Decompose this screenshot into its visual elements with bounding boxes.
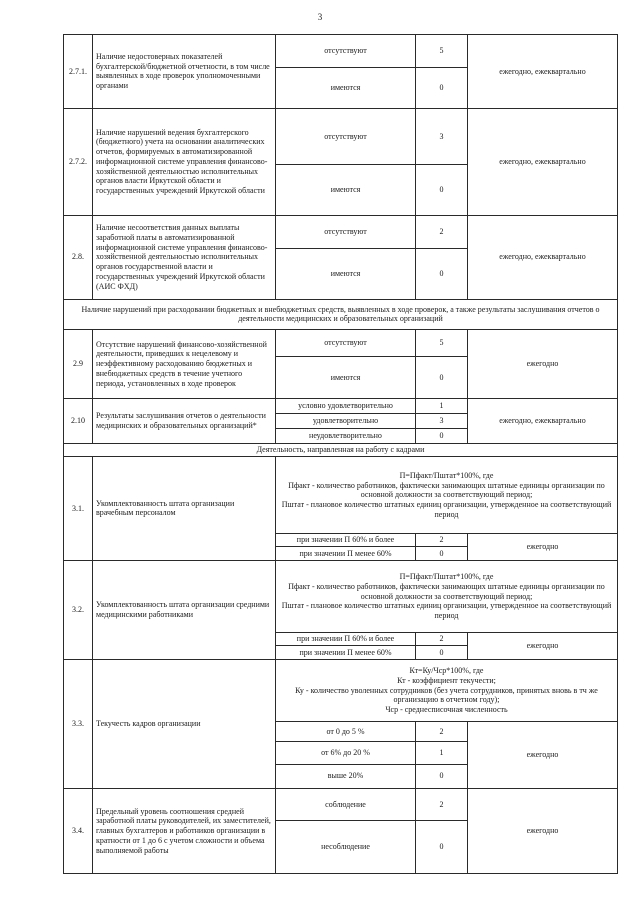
table-row (64, 659, 618, 722)
condition-label: имеются (276, 357, 416, 398)
condition-label: имеются (276, 249, 416, 300)
formula-line: Ку - количество уволенных сотрудников (без учета сотрудников, принятых вновь в тч же организацию в отчетном году); (295, 685, 598, 705)
score-value: 5 (416, 35, 468, 68)
condition-label: при значении П менее 60% (276, 547, 416, 560)
formula-block (276, 560, 618, 633)
score-value: 0 (416, 429, 468, 444)
condition-label: соблюдение (276, 788, 416, 820)
criterion-name: Наличие недостоверных показателей бухгалтерской/бюджетной отчетности, в том числе выявленных в ходе проверок уполномоченными органами (93, 35, 276, 109)
score-value: 1 (416, 742, 468, 764)
period: ежегодно, ежеквартально (468, 108, 618, 215)
period: ежегодно, ежеквартально (468, 215, 618, 299)
criterion-name: Отсутствие нарушений финансово-хозяйственной деятельности, приведших к нецелевому и неэффективному расходованию бюджетных и внебюджетных средств в течение учетного периода, установленных в ходе проверок (93, 330, 276, 399)
criteria-table (63, 34, 618, 874)
criterion-name: Укомплектованность штата организации средними медицинскими работниками (93, 560, 276, 659)
table-row (64, 788, 618, 820)
table-row (64, 108, 618, 165)
row-number: 3.3. (64, 659, 93, 788)
formula-line: П=Пфакт/Пштат*100%, где (399, 470, 494, 480)
row-number: 3.1. (64, 457, 93, 560)
condition-label: имеются (276, 68, 416, 108)
condition-label: при значении П 60% и более (276, 534, 416, 547)
row-number: 3.4. (64, 788, 93, 873)
period: ежегодно (468, 722, 618, 789)
criterion-name: Текучесть кадров организации (93, 659, 276, 788)
formula-line: Чср - среднесписочная численность (385, 705, 508, 714)
section-header-row (64, 299, 618, 329)
condition-label: условно удовлетворительно (276, 398, 416, 413)
condition-label: выше 20% (276, 764, 416, 788)
period: ежегодно (468, 534, 618, 560)
period: ежегодно (468, 633, 618, 659)
score-value: 3 (416, 108, 468, 165)
score-value: 0 (416, 249, 468, 300)
row-number: 2.9 (64, 330, 93, 399)
condition-label: при значении П 60% и более (276, 633, 416, 646)
formula-line: Кт=Ку/Чср*100%, где (409, 666, 484, 675)
formula-line: Пштат - плановое количество штатных единиц организации, утвержденное на соответствующий период (281, 601, 612, 620)
table-row (64, 457, 618, 534)
table-row (64, 560, 618, 633)
score-value: 0 (416, 357, 468, 398)
formula-line: Пфакт - количество работников, фактически занимающих штатные единицы организации по основной должности за соответствующий период; (288, 480, 605, 500)
criterion-name: Наличие нарушений ведения бухгалтерского (бюджетного) учета на основании аналитических отчетов, формируемых в автоматизированной информационной системе управления финансово-хозяйственной деятельностью исполнительных органов власти Иркутской области и государственных учреждений Иркутской области (93, 108, 276, 215)
condition-label: отсутствуют (276, 215, 416, 248)
criterion-name: Наличие несоответствия данных выплаты заработной платы в автоматизированной информационной системе управления финансово-хозяйственной деятельностью исполнительных органов государственной власти и государственных учреждений Иркутской области (АИС ФХД) (93, 215, 276, 299)
criterion-name: Предельный уровень соотношения средней заработной платы руководителей, их заместителей, главных бухгалтеров и работников организации в кратности от 1 до 6 с учетом сложности и объема выполняемой работы (93, 788, 276, 873)
section-title: Деятельность, направленная на работу с кадрами (64, 444, 618, 457)
score-value: 0 (416, 821, 468, 874)
condition-label: при значении П менее 60% (276, 646, 416, 659)
score-value: 3 (416, 413, 468, 428)
table-row (64, 398, 618, 413)
condition-label: отсутствуют (276, 108, 416, 165)
score-value: 2 (416, 722, 468, 742)
score-value: 2 (416, 215, 468, 248)
row-number: 2.7.1. (64, 35, 93, 109)
formula-line: Пфакт - количество работников, фактически занимающих штатные единицы организации по основной должности за соответствующий период; (288, 581, 605, 601)
section-header-row (64, 444, 618, 457)
condition-label: отсутствуют (276, 35, 416, 68)
score-value: 0 (416, 68, 468, 108)
score-value: 2 (416, 788, 468, 820)
criterion-name: Результаты заслушивания отчетов о деятельности медицинских и образовательных организаций* (93, 398, 276, 443)
score-value: 0 (416, 547, 468, 560)
table-row (64, 215, 618, 248)
condition-label: несоблюдение (276, 821, 416, 874)
period: ежегодно, ежеквартально (468, 35, 618, 109)
score-value: 0 (416, 646, 468, 659)
formula-block (276, 659, 618, 722)
condition-label: отсутствуют (276, 330, 416, 357)
row-number: 3.2. (64, 560, 93, 659)
condition-label: неудовлетворительно (276, 429, 416, 444)
section-title: Наличие нарушений при расходовании бюджетных и внебюджетных средств, выявленных в ходе проверок, а также результаты заслушивания отчетов о деятельности медицинских и образовательных организаций (64, 299, 618, 329)
condition-label: имеются (276, 165, 416, 216)
table-row (64, 330, 618, 357)
page-number: 3 (317, 12, 323, 22)
period: ежегодно, ежеквартально (468, 398, 618, 443)
condition-label: от 0 до 5 % (276, 722, 416, 742)
condition-label: от 6% до 20 % (276, 742, 416, 764)
formula-line: Кт - коэффициент текучести; (397, 675, 496, 685)
row-number: 2.8. (64, 215, 93, 299)
table-row (64, 35, 618, 68)
formula-line: П=Пфакт/Пштат*100%, где (399, 572, 494, 581)
score-value: 0 (416, 165, 468, 216)
formula-block (276, 457, 618, 534)
criterion-name: Укомплектованность штата организации врачебным персоналом (93, 457, 276, 560)
score-value: 2 (416, 633, 468, 646)
row-number: 2.7.2. (64, 108, 93, 215)
score-value: 5 (416, 330, 468, 357)
formula-line: Пштат - плановое количество штатных единиц организации, утвержденное на соответствующий период (281, 500, 612, 519)
score-value: 1 (416, 398, 468, 413)
score-value: 0 (416, 764, 468, 788)
condition-label: удовлетворительно (276, 413, 416, 428)
period: ежегодно (468, 330, 618, 399)
row-number: 2.10 (64, 398, 93, 443)
period: ежегодно (468, 788, 618, 873)
score-value: 2 (416, 534, 468, 547)
